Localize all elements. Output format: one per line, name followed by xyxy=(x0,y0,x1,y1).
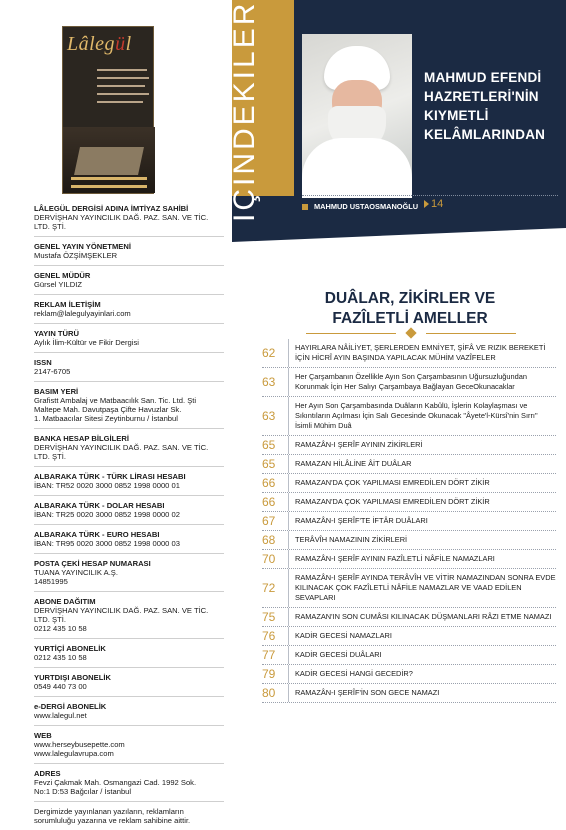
imprint-value: Maltepe Mah. Davutpaşa Çifte Havuzlar Sk. xyxy=(34,405,182,414)
imprint-heading: BASIM YERİ xyxy=(34,387,79,396)
toc-page-number: 66 xyxy=(262,476,276,490)
toc-page-number: 79 xyxy=(262,667,276,681)
imprint-value: DERVİŞHAN YAYINCILIK DAĞ. PAZ. SAN. VE TİC. LTD. ŞTİ. xyxy=(34,213,209,231)
imprint-value: No:1 D:53 Bağcılar / İstanbul xyxy=(34,787,132,796)
toc-separator xyxy=(288,397,289,435)
toc-page-number: 80 xyxy=(262,686,276,700)
imprint-value: www.herseybusepette.com xyxy=(34,740,125,749)
toc-page-number: 62 xyxy=(262,346,276,360)
toc-item[interactable] xyxy=(262,550,556,569)
feature-title[interactable]: MAHMUD EFENDİ HAZRETLERİ'NİN KIYMETLİ KELÂMLARINDAN xyxy=(424,70,546,142)
imprint-block xyxy=(34,381,224,428)
imprint-value: 0212 435 10 58 xyxy=(34,653,87,662)
imprint-value: Fevzi Çakmak Mah. Osmangazi Cad. 1992 Sok. xyxy=(34,778,197,787)
toc-page-number: 75 xyxy=(262,610,276,624)
imprint-block xyxy=(34,524,224,553)
ornament-line xyxy=(426,333,516,334)
toc-item[interactable] xyxy=(262,455,556,474)
magazine-cover[interactable] xyxy=(62,26,154,194)
toc-page-number: 63 xyxy=(262,409,276,423)
toc-item[interactable] xyxy=(262,436,556,455)
toc-separator xyxy=(288,627,289,645)
feature-page-number[interactable] xyxy=(424,198,443,210)
imprint-value: 0549 440 73 00 xyxy=(34,682,87,691)
feature-byline xyxy=(302,202,418,211)
toc-list xyxy=(262,339,556,703)
imprint-value: DERVİŞHAN YAYINCILIK DAĞ. PAZ. SAN. VE TİC. LTD. ŞTİ. xyxy=(34,606,209,624)
contents-vertical-title xyxy=(228,152,262,222)
toc-item[interactable] xyxy=(262,368,556,397)
imprint-block xyxy=(34,204,224,236)
toc-item-title: HAYIRLARA NÂİLİYET, ŞERLERDEN EMNİYET, ŞİFÂ VE RIZIK BEREKETİ İÇİN HİCRÎ AYIN BAŞINDA YAPILACAK MÜHİM VAZÎFELER xyxy=(295,343,546,362)
imprint-value: www.lalegulavrupa.com xyxy=(34,749,114,758)
toc-item-title: RAMAZAN HİLÂLİNE ÂİT DUÂLAR xyxy=(295,459,412,468)
toc-item[interactable] xyxy=(262,339,556,368)
imprint-value: Gürsel YILDIZ xyxy=(34,280,82,289)
toc-item[interactable] xyxy=(262,493,556,512)
imprint-heading: REKLAM İLETİŞİM xyxy=(34,300,101,309)
cover-text-line xyxy=(97,77,149,79)
toc-separator xyxy=(288,665,289,683)
toc-separator xyxy=(288,368,289,396)
imprint-block xyxy=(34,294,224,323)
imprint-heading: YURTDIŞI ABONELİK xyxy=(34,673,111,682)
toc-page-number: 63 xyxy=(262,375,276,389)
imprint-value: Grafistt Ambalaj ve Matbaacılık San. Tic. Ltd. Şti xyxy=(34,396,197,405)
cover-book-image xyxy=(63,127,155,193)
imprint-block xyxy=(34,495,224,524)
toc-page-number: 72 xyxy=(262,581,276,595)
imprint-value: TUANA YAYINCILIK A.Ş. xyxy=(34,568,118,577)
toc-item-title: KADİR GECESİ DUÂLARI xyxy=(295,650,382,659)
imprint-block xyxy=(34,352,224,381)
imprint-heading: POSTA ÇEKİ HESAP NUMARASI xyxy=(34,559,151,568)
imprint-block xyxy=(34,696,224,725)
toc-page-number: 77 xyxy=(262,648,276,662)
imprint-value: Mustafa ÖZŞİMŞEKLER xyxy=(34,251,118,260)
toc-separator xyxy=(288,569,289,607)
toc-item[interactable] xyxy=(262,684,556,703)
imprint-heading: YURTİÇİ ABONELİK xyxy=(34,644,106,653)
toc-separator xyxy=(288,684,289,702)
toc-item[interactable] xyxy=(262,665,556,684)
imprint-heading: GENEL MÜDÜR xyxy=(34,271,91,280)
imprint-value: Dergimizde yayınlanan yazıların, reklamların xyxy=(34,807,184,816)
imprint-value: 1. Matbaacılar Sitesi Zeytinburnu / İstanbul xyxy=(34,414,178,423)
square-bullet-icon xyxy=(302,204,308,210)
imprint-block xyxy=(34,323,224,352)
toc-separator xyxy=(288,608,289,626)
photo-robe xyxy=(302,138,412,198)
toc-title: DUÂLAR, ZİKİRLER VE FAZÎLETLİ AMELLER xyxy=(324,290,496,327)
cover-text-line xyxy=(97,69,147,71)
imprint-heading: BANKA HESAP BİLGİLERİ xyxy=(34,434,129,443)
toc-item[interactable] xyxy=(262,474,556,493)
imprint-list xyxy=(34,204,224,830)
toc-item-title: RAMAZAN'DA ÇOK YAPILMASI EMREDİLEN DÖRT ZİKİR xyxy=(295,497,490,506)
toc-item-title: KADİR GECESİ HANGİ GECEDİR? xyxy=(295,669,413,678)
toc-item-title: Her Çarşambanın Özellikle Ayın Son Çarşambasının Uğursuzluğundan Korunmak İçin Her Salıyı Çarşambaya Bağlayan GeceOkunacaklar xyxy=(295,372,527,391)
imprint-value: DERVİŞHAN YAYINCILIK DAĞ. PAZ. SAN. VE TİC. LTD. ŞTİ. xyxy=(34,443,209,461)
imprint-value: 14851995 xyxy=(34,577,68,586)
toc-item[interactable] xyxy=(262,531,556,550)
imprint-value: 0212 435 10 58 xyxy=(34,624,87,633)
imprint-block xyxy=(34,667,224,696)
imprint-heading: ALBARAKA TÜRK - DOLAR HESABI xyxy=(34,501,165,510)
cover-text-line xyxy=(97,93,149,95)
toc-item[interactable] xyxy=(262,512,556,531)
feature-page: 14 xyxy=(431,198,444,210)
imprint-value: İBAN: TR95 0020 3000 0852 1998 0000 03 xyxy=(34,539,180,548)
imprint-block xyxy=(34,638,224,667)
imprint-block xyxy=(34,236,224,265)
toc-separator xyxy=(288,531,289,549)
imprint-block xyxy=(34,591,224,638)
imprint-value: 2147-6705 xyxy=(34,367,71,376)
triangle-right-icon xyxy=(424,200,429,208)
toc-page-number: 65 xyxy=(262,457,276,471)
toc-item-title: RAMAZÂN-I ŞERÎF AYINDA TERÂVÎH VE VİTİR NAMAZINDAN SONRA EVDE KILINACAK ÇOK FAZÎLETLİ NÂFİLE NAMAZLAR VE VAAD EDİLEN SEVAPLARI xyxy=(295,573,556,602)
toc-separator xyxy=(288,455,289,473)
imprint-heading: YAYIN TÜRÜ xyxy=(34,329,80,338)
toc-separator xyxy=(288,339,289,367)
toc-page-number: 68 xyxy=(262,533,276,547)
left-column xyxy=(0,0,232,825)
toc-item-title: RAMAZÂN-I ŞERÎF AYININ ZİKİRLERİ xyxy=(295,440,423,449)
toc-separator xyxy=(288,436,289,454)
toc-separator xyxy=(288,474,289,492)
toc-item-title: RAMAZÂN-I ŞERÎF'İN SON GECE NAMAZI xyxy=(295,688,440,697)
toc-ornament xyxy=(306,329,516,337)
toc-item[interactable] xyxy=(262,569,556,608)
cover-logo: Lâlegül xyxy=(67,33,132,55)
toc-separator xyxy=(288,646,289,664)
cover-rule xyxy=(71,185,147,188)
ornament-line xyxy=(306,333,396,334)
imprint-value: www.lalegul.net xyxy=(34,711,87,720)
toc-item[interactable] xyxy=(262,646,556,665)
toc-page-number: 65 xyxy=(262,438,276,452)
cover-text-line xyxy=(97,101,143,103)
toc-item-title: KADİR GECESİ NAMAZLARI xyxy=(295,631,392,640)
imprint-heading: WEB xyxy=(34,731,52,740)
toc-notch xyxy=(232,228,566,242)
imprint-value: Aylık İlim-Kültür ve Fikir Dergisi xyxy=(34,338,139,347)
imprint-heading: ADRES xyxy=(34,769,61,778)
toc-separator xyxy=(288,493,289,511)
toc-item[interactable] xyxy=(262,608,556,627)
cover-rule xyxy=(71,177,147,180)
imprint-block xyxy=(34,553,224,591)
toc-item[interactable] xyxy=(262,397,556,436)
toc-item-title: Her Ayın Son Çarşambasında Duâların Kabûlü, İşlerin Kolaylaşması ve Sıkıntıların Açılması İçin Salı Gecesinde Okunacak "Âyete'l-Kürsî'nin Sırrı" İsimli Mühim Duâ xyxy=(295,401,538,430)
toc-item-title: RAMAZÂN-I ŞERÎF'TE İFTÂR DUÂLARI xyxy=(295,516,428,525)
toc-item-title: RAMAZAN'IN SON CUMÂSI KILINACAK DÜŞMANLARI RÂZI ETME NAMAZI xyxy=(295,612,552,621)
toc-item-title: RAMAZAN'DA ÇOK YAPILMASI EMREDİLEN DÖRT ZİKİR xyxy=(295,478,490,487)
imprint-heading: ALBARAKA TÜRK - EURO HESABI xyxy=(34,530,160,539)
imprint-value: İBAN: TR25 0020 3000 0852 1998 0000 02 xyxy=(34,510,180,519)
feature-divider xyxy=(302,195,558,196)
imprint-block xyxy=(34,265,224,294)
toc-separator xyxy=(288,512,289,530)
imprint-heading: GENEL YAYIN YÖNETMENİ xyxy=(34,242,131,251)
imprint-heading: e-DERGİ ABONELİK xyxy=(34,702,107,711)
imprint-value: sorumluluğu yazarına ve reklam sahibine aittir. xyxy=(34,816,191,825)
toc-page-number: 76 xyxy=(262,629,276,643)
imprint-heading: ISSN xyxy=(34,358,52,367)
toc-item-title: RAMAZÂN-I ŞERÎF AYININ FAZÎLETLİ NÂFİLE NAMAZLARI xyxy=(295,554,495,563)
toc-page-number: 67 xyxy=(262,514,276,528)
imprint-value: reklam@lalegulyayinlari.com xyxy=(34,309,131,318)
diamond-icon xyxy=(405,327,416,338)
toc-separator xyxy=(288,550,289,568)
toc-page-number: 66 xyxy=(262,495,276,509)
toc-page-number: 70 xyxy=(262,552,276,566)
author-photo xyxy=(302,34,412,194)
imprint-block xyxy=(34,801,224,830)
imprint-heading: LÂLEGÜL DERGİSİ ADINA İMTİYAZ SAHİBİ xyxy=(34,204,189,213)
imprint-block xyxy=(34,725,224,763)
feature-author: MAHMUD USTAOSMANOĞLU xyxy=(314,202,419,211)
imprint-heading: ALBARAKA TÜRK - TÜRK LİRASI HESABI xyxy=(34,472,186,481)
imprint-block xyxy=(34,466,224,495)
toc-item[interactable] xyxy=(262,627,556,646)
imprint-block xyxy=(34,428,224,466)
cover-book-page xyxy=(74,147,144,175)
imprint-value: İBAN: TR52 0020 3000 0852 1998 0000 01 xyxy=(34,481,180,490)
imprint-heading: ABONE DAĞITIM xyxy=(34,597,96,606)
toc-item-title: TERÂVÎH NAMAZININ ZİKİRLERİ xyxy=(295,535,408,544)
cover-text-line xyxy=(97,85,145,87)
imprint-block xyxy=(34,763,224,801)
